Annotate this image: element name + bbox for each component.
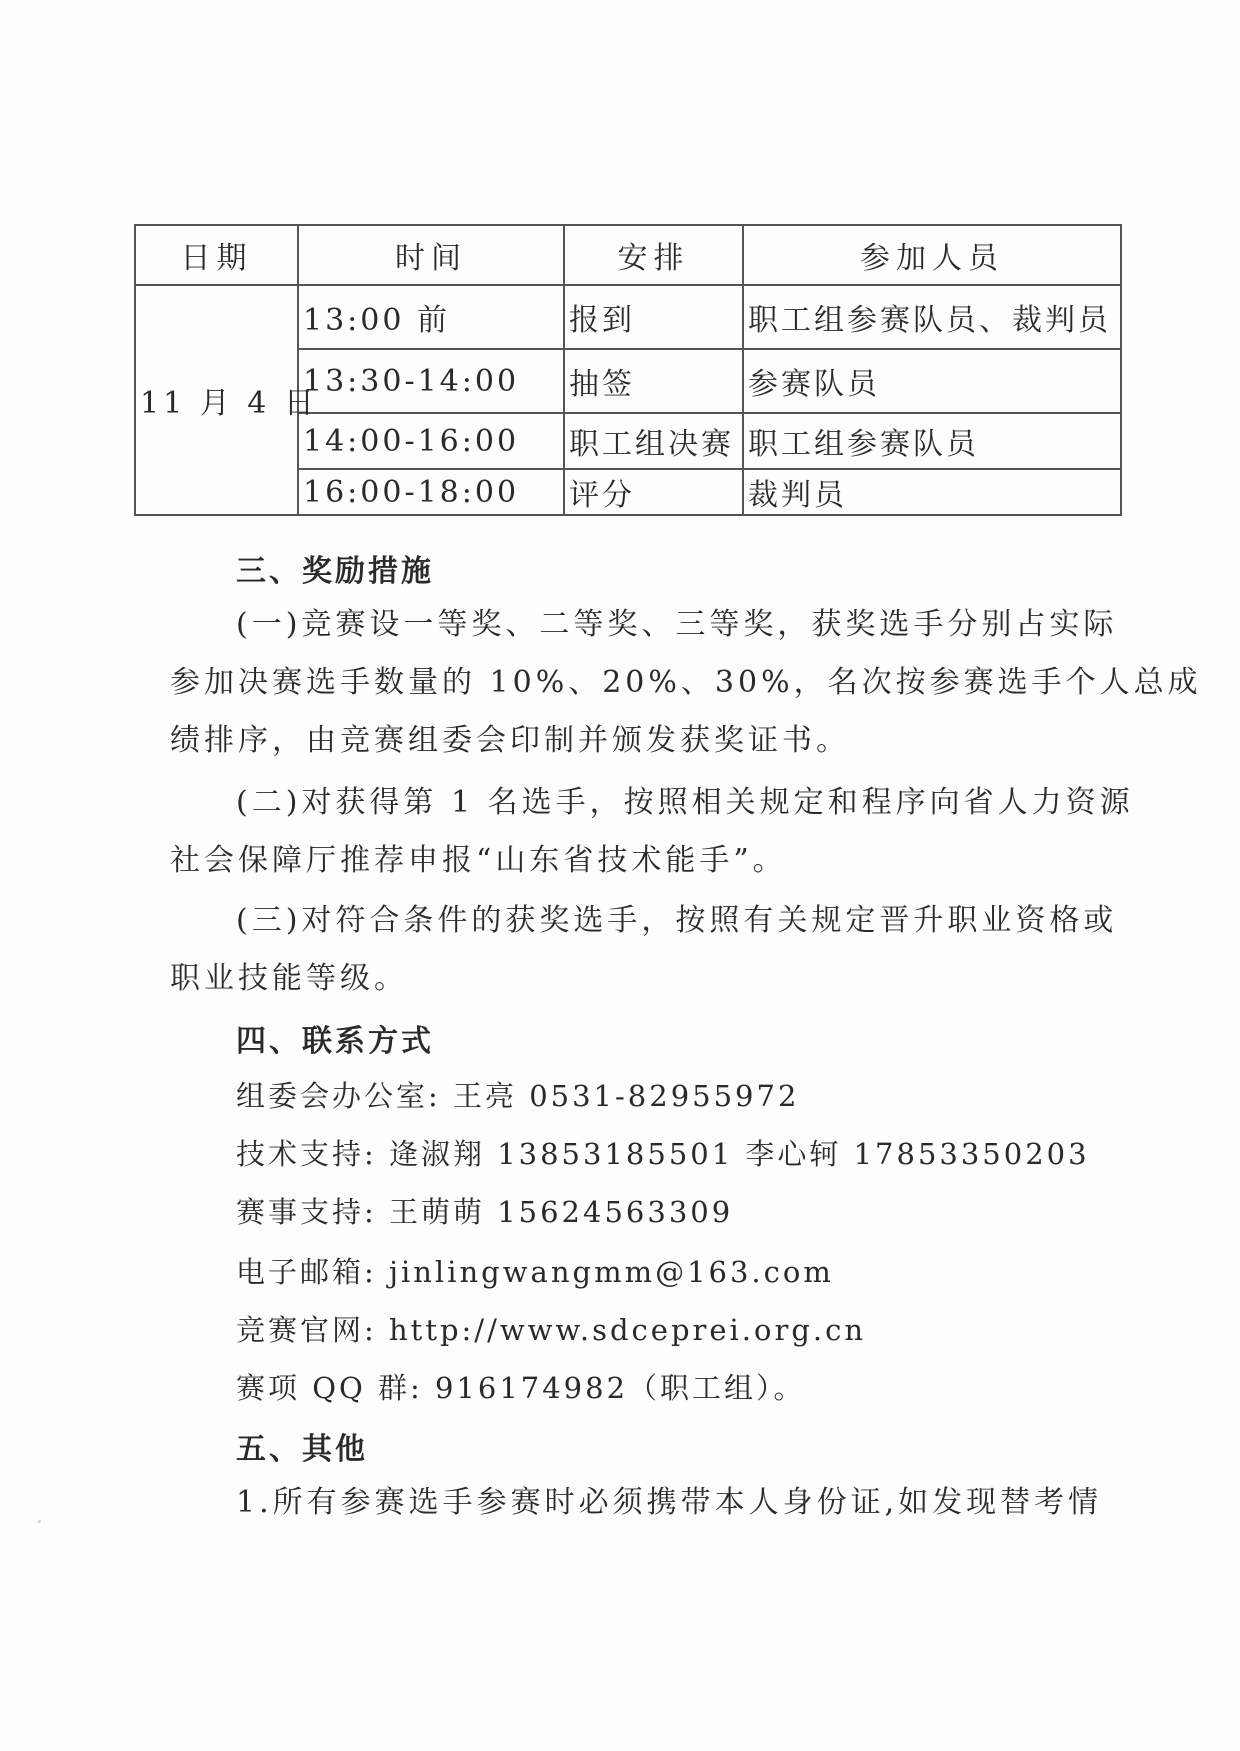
paragraph-line: 职业技能等级。 xyxy=(170,961,408,996)
schedule-header-row xyxy=(135,225,1121,285)
paragraph-line: 参加决赛选手数量的 10%、20%、30%，名次按参赛选手个人总成 xyxy=(170,665,1202,700)
reward-paragraph-1 xyxy=(170,596,1202,770)
reward-paragraph-3 xyxy=(170,892,1118,1008)
time-cell: 16:00-18:00 xyxy=(298,469,564,515)
header-time: 时间 xyxy=(298,225,564,285)
schedule-table xyxy=(134,224,1122,516)
participants-cell: 参赛队员 xyxy=(743,349,1121,413)
time-cell: 13:30-14:00 xyxy=(298,349,564,413)
paragraph-line: 绩排序，由竞赛组委会印制并颁发获奖证书。 xyxy=(170,723,850,758)
contact-tech-support: 技术支持: 逄淑翔 13853185501 李心轲 17853350203 xyxy=(236,1137,1090,1171)
contact-email: 电子邮箱: jinlingwangmm@163.com xyxy=(236,1255,834,1289)
time-cell: 13:00 前 xyxy=(298,285,564,349)
header-date: 日期 xyxy=(135,225,298,285)
section-heading-rewards: 三、奖励措施 xyxy=(236,554,434,589)
paragraph-line: (二)对获得第 1 名选手，按照相关规定和程序向省人力资源 xyxy=(236,785,1134,820)
table-row xyxy=(135,285,1121,349)
paragraph-line: 社会保障厅推荐申报“山东省技术能手”。 xyxy=(170,843,787,878)
paragraph-line: 1.所有参赛选手参赛时必须携带本人身份证,如发现替考情 xyxy=(236,1485,1103,1520)
participants-cell: 职工组参赛队员 xyxy=(743,413,1121,469)
section-heading-contact: 四、联系方式 xyxy=(236,1024,434,1059)
arrangement-cell: 报到 xyxy=(564,285,743,349)
section-heading-other: 五、其他 xyxy=(236,1432,368,1467)
contact-qq-group: 赛项 QQ 群: 916174982（职工组）。 xyxy=(236,1371,806,1405)
arrangement-cell: 职工组决赛 xyxy=(564,413,743,469)
participants-cell: 职工组参赛队员、裁判员 xyxy=(743,285,1121,349)
contact-event-support: 赛事支持: 王萌萌 15624563309 xyxy=(236,1195,734,1229)
contact-office: 组委会办公室: 王亮 0531-82955972 xyxy=(236,1079,800,1113)
reward-paragraph-2 xyxy=(170,774,1134,890)
paragraph-line: (三)对符合条件的获奖选手，按照有关规定晋升职业资格或 xyxy=(236,903,1118,938)
header-arrangement: 安排 xyxy=(564,225,743,285)
participants-cell: 裁判员 xyxy=(743,469,1121,515)
scan-speck xyxy=(38,1520,41,1523)
header-participants: 参加人员 xyxy=(743,225,1121,285)
date-cell: 11 月 4 日 xyxy=(135,285,298,515)
arrangement-cell: 抽签 xyxy=(564,349,743,413)
other-paragraph-1 xyxy=(170,1474,1103,1532)
contact-website: 竞赛官网: http://www.sdceprei.org.cn xyxy=(236,1313,867,1347)
paragraph-line: (一)竞赛设一等奖、二等奖、三等奖，获奖选手分别占实际 xyxy=(236,607,1118,642)
time-cell: 14:00-16:00 xyxy=(298,413,564,469)
arrangement-cell: 评分 xyxy=(564,469,743,515)
